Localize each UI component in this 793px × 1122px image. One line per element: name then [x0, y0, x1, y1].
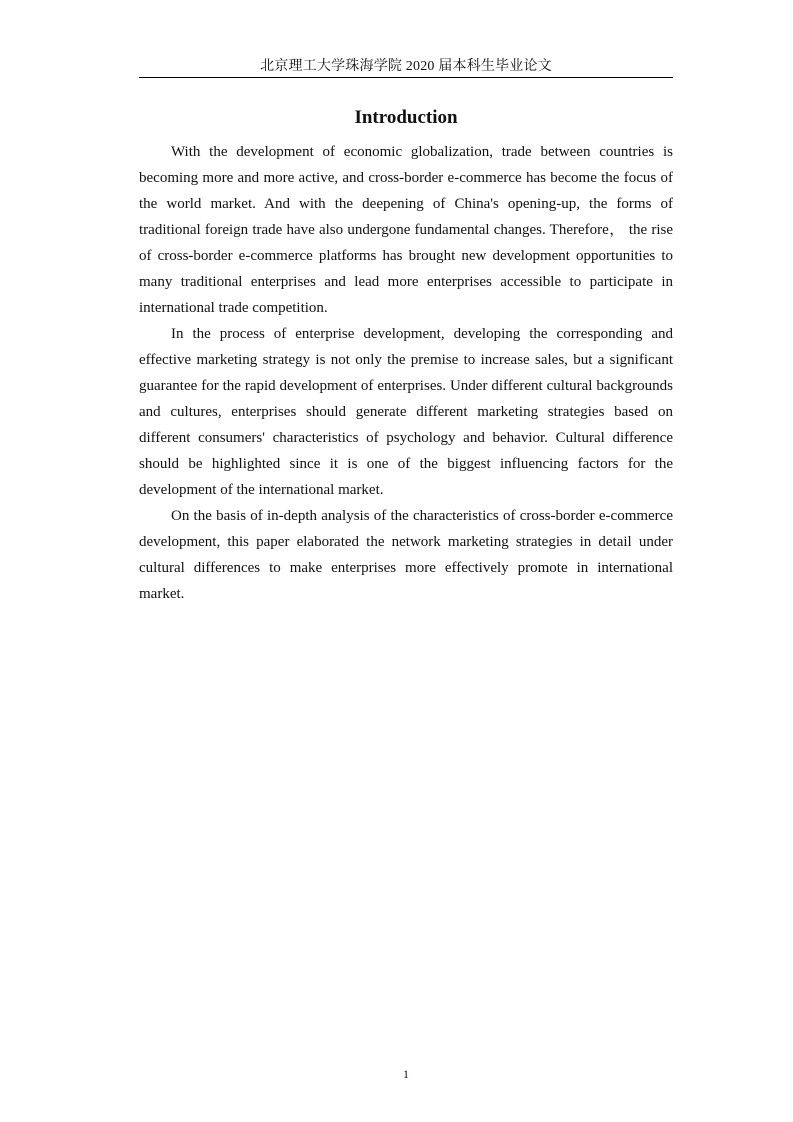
running-header: 北京理工大学珠海学院 2020 届本科生毕业论文: [260, 59, 552, 74]
section-title: Introduction: [354, 107, 458, 128]
page-number: 1: [403, 1067, 409, 1081]
header-rule: [139, 77, 673, 78]
paragraph-1: With the development of economic globalization, trade between countries is becoming more and more active, and cross-border e-commerce has become the focus of the world market. And with the deepening of China's opening-up, the forms of traditional foreign trade have also undergone fundamental changes. Therefore， the rise of cross-border e-commerce platforms has brought new development opportunities to many traditional enterprises and lead more enterprises accessible to participate in international trade competition.: [139, 144, 673, 316]
paragraph-2: In the process of enterprise development, developing the corresponding and effective marketing strategy is not only the premise to increase sales, but a significant guarantee for the rapid development of enterprises. Under different cultural backgrounds and cultures, enterprises should generate different marketing strategies based on different consumers' characteristics of psychology and behavior. Cultural difference should be highlighted since it is one of the biggest influencing factors for the development of the international market.: [139, 326, 673, 498]
paragraph-3: On the basis of in-depth analysis of the characteristics of cross-border e-commerce development, this paper elaborated the network marketing strategies in detail under cultural differences to make enterprises more effectively promote in international market.: [139, 508, 673, 602]
body-text: [139, 139, 673, 607]
